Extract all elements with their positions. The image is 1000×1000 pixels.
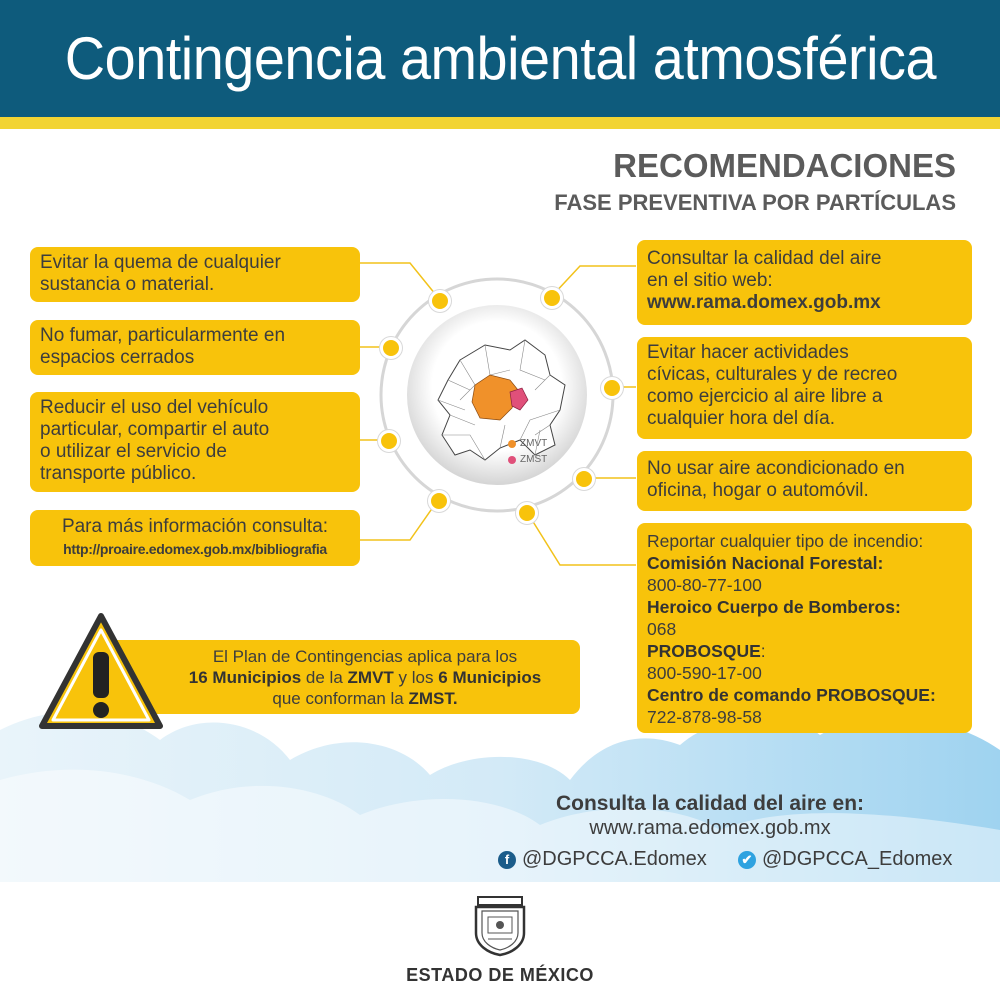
more-info-link[interactable]: http://proaire.edomex.gob.mx/bibliografia [63, 541, 327, 557]
ring-dot [380, 337, 402, 359]
consulta-title: Consulta la calidad del aire en: [555, 792, 865, 815]
more-info-text: Para más información consulta: [61, 516, 329, 537]
rec-text-line: Consultar la calidad del aire [647, 248, 882, 269]
plan-line1: El Plan de Contingencias aplica para los [212, 647, 518, 666]
fire-report-intro: Reportar cualquier tipo de incendio: [647, 531, 924, 551]
rec-text-line: No usar aire acondicionado en [647, 458, 905, 479]
page-title: Contingencia ambiental atmosférica [64, 25, 936, 92]
rec-text-line: particular, compartir el auto [40, 419, 270, 440]
fire-contact-suffix: : [760, 641, 766, 661]
rec-box-ac [637, 451, 972, 511]
estado-label: ESTADO DE MÉXICO [406, 965, 594, 985]
facebook-handle: @DGPCCA.Edomex [522, 848, 707, 870]
ring-dot [428, 490, 450, 512]
rec-text-line: en el sitio web: [647, 270, 773, 291]
plan-box [100, 640, 580, 714]
rec-text-line: cualquier hora del día. [647, 408, 836, 429]
rec-text-line: oficina, hogar o automóvil. [647, 480, 869, 501]
air-quality-link[interactable]: www.rama.domex.gob.mx [647, 292, 881, 313]
ring-dot [429, 290, 451, 312]
rec-box-vehicle [30, 392, 360, 492]
rec-text-line: espacios cerrados [40, 347, 195, 368]
fire-contact-name: Centro de comando PROBOSQUE: [647, 685, 936, 705]
ring-dot [541, 287, 563, 309]
legend-zmst-label: ZMST [520, 454, 548, 465]
twitter-icon: ✔ [738, 851, 756, 869]
fire-contact-phone: 800-80-77-100 [647, 575, 762, 595]
recommendations-title: RECOMENDACIONES [613, 147, 956, 184]
rec-text-line: o utilizar el servicio de [40, 441, 227, 462]
facebook-icon: f [498, 851, 516, 869]
plan-line2: 16 Municipios de la ZMVT y los 6 Municipios [188, 668, 542, 687]
fire-contact-phone: 800-590-17-00 [647, 663, 762, 683]
legend-zmst-swatch [508, 456, 516, 464]
twitter-link[interactable] [738, 848, 952, 871]
rec-text-line: transporte público. [40, 463, 197, 484]
ring-dot [378, 430, 400, 452]
rec-text-line: Evitar hacer actividades [647, 342, 849, 363]
rec-text-line: cívicas, culturales y de recreo [647, 364, 898, 385]
legend-zmvt [508, 438, 547, 449]
rec-box-activities [637, 337, 972, 439]
rec-box-air-quality [637, 240, 972, 325]
state-seal-icon [470, 893, 530, 957]
legend-zmst [508, 454, 547, 465]
rec-text-line: No fumar, particularmente en [40, 325, 286, 346]
fire-contact-name: Heroico Cuerpo de Bomberos: [647, 597, 901, 617]
fire-contact-name: PROBOSQUE [647, 641, 761, 661]
rec-box-no-smoking [30, 320, 360, 375]
fire-contact-phone: 722-878-98-58 [647, 707, 762, 727]
twitter-handle: @DGPCCA_Edomex [762, 848, 953, 870]
rec-text-line: Reducir el uso del vehículo [40, 397, 269, 418]
rec-box-no-burning [30, 247, 360, 302]
recommendations-subtitle: FASE PREVENTIVA POR PARTÍCULAS [554, 190, 956, 215]
rec-text-line: como ejercicio al aire libre a [647, 386, 883, 407]
legend-zmvt-label: ZMVT [520, 438, 548, 449]
legend-zmvt-swatch [508, 440, 516, 448]
more-info-box [30, 510, 360, 566]
fire-report-box [637, 523, 972, 733]
ring-dot [601, 377, 623, 399]
consulta-url[interactable]: www.rama.edomex.gob.mx [589, 817, 831, 839]
fire-contact-name: Comisión Nacional Forestal: [647, 553, 884, 573]
warning-triangle-icon [36, 610, 166, 734]
rec-text-line: sustancia o material. [40, 274, 215, 295]
state-map [430, 330, 580, 470]
ring-dot [573, 468, 595, 490]
rec-text-line: Evitar la quema de cualquier [40, 252, 281, 273]
plan-line3: que conforman la ZMST. [272, 689, 458, 708]
ring-dot [516, 502, 538, 524]
facebook-link[interactable] [498, 848, 707, 871]
fire-contact-phone: 068 [647, 619, 677, 639]
